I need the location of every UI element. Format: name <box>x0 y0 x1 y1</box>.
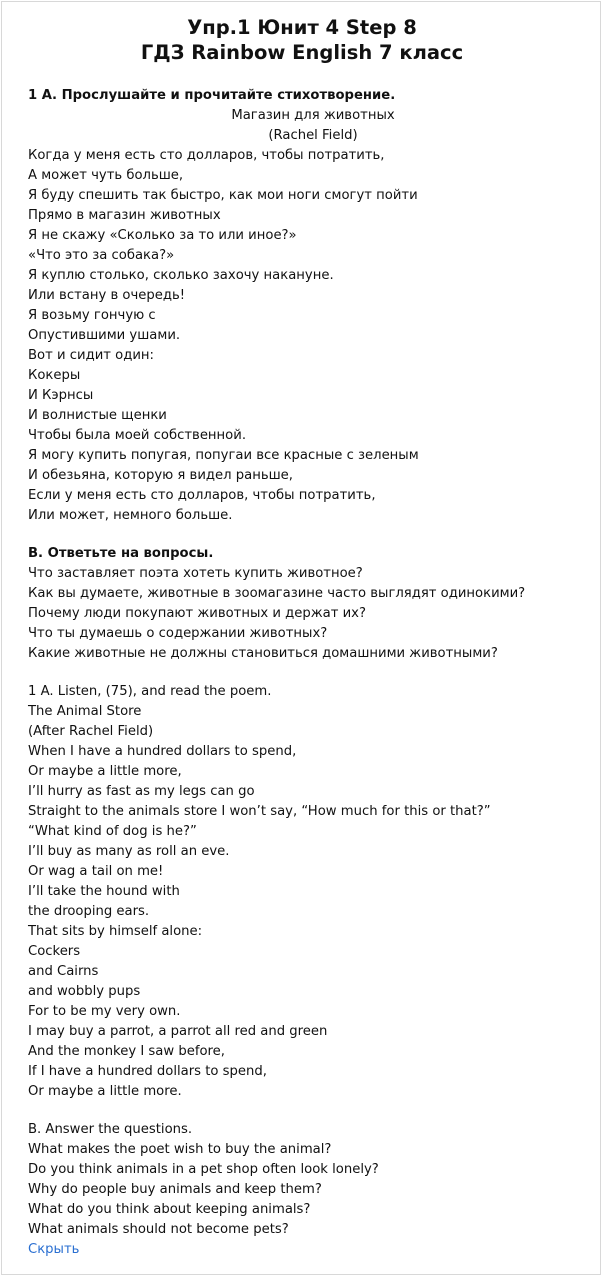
ru-question: Как вы думаете, животные в зоомагазине часто выглядят одинокими? <box>28 586 526 601</box>
ru-poem-line: Чтобы была моей собственной. <box>28 428 247 443</box>
ru-poem-line: Когда у меня есть сто долларов, чтобы потратить, <box>28 148 385 163</box>
en-poem-line: I may buy a parrot, a parrot all red and green <box>28 1024 328 1039</box>
en-question: What do you think about keeping animals? <box>28 1202 311 1217</box>
hide-link[interactable]: Скрыть <box>28 1242 80 1257</box>
en-poem-line: the drooping ears. <box>28 904 150 919</box>
ru-poem-author: (Rachel Field) <box>268 128 358 143</box>
en-poem-line: and wobbly pups <box>28 984 141 999</box>
ru-questions <box>28 564 598 664</box>
en-poem-line: And the monkey I saw before, <box>28 1044 225 1059</box>
en-questions <box>28 1140 598 1240</box>
ru-poem-line: Я возьму гончую с <box>28 308 156 323</box>
ru-poem-line: Вот и сидит один: <box>28 348 154 363</box>
spacer <box>28 1102 598 1120</box>
en-question: What makes the poet wish to buy the animal? <box>28 1142 332 1157</box>
spacer <box>28 664 598 682</box>
en-poem-line: Cockers <box>28 944 81 959</box>
solution-content <box>28 86 598 1260</box>
en-poem-line: I’ll take the hound with <box>28 884 180 899</box>
ru-task-b-heading: B. Ответьте на вопросы. <box>28 546 214 561</box>
ru-poem-line: Я могу купить попугая, попугаи все красные с зеленым <box>28 448 419 463</box>
ru-poem-line: Кокеры <box>28 368 81 383</box>
en-question: Why do people buy animals and keep them? <box>28 1182 322 1197</box>
en-poem-line: Straight to the animals store I won’t say, “How much for this or that?” <box>28 804 491 819</box>
en-poem-line: “What kind of dog is he?” <box>28 824 197 839</box>
ru-poem-title: Магазин для животных <box>231 108 395 123</box>
en-task-a-heading: 1 A. Listen, (75), and read the poem. <box>28 684 272 699</box>
ru-poem-line: «Что это за собака?» <box>28 248 175 263</box>
en-poem <box>28 742 598 1102</box>
en-poem-line: and Cairns <box>28 964 99 979</box>
ru-question: Что ты думаешь о содержании животных? <box>28 626 328 641</box>
ru-poem-line: Прямо в магазин животных <box>28 208 221 223</box>
en-poem-line: I’ll buy as many as roll an eve. <box>28 844 230 859</box>
en-poem-line: Or wag a tail on me! <box>28 864 164 879</box>
en-question: Do you think animals in a pet shop often look lonely? <box>28 1162 379 1177</box>
ru-poem <box>28 146 598 526</box>
ru-task-a-heading: 1 А. Прослушайте и прочитайте стихотворение. <box>28 88 396 103</box>
ru-poem-line: Или может, немного больше. <box>28 508 233 523</box>
ru-poem-line: Я куплю столько, сколько захочу накануне. <box>28 268 334 283</box>
ru-poem-line: Я не скажу «Сколько за то или иное?» <box>28 228 297 243</box>
en-question: What animals should not become pets? <box>28 1222 289 1237</box>
en-poem-line: Or maybe a little more, <box>28 764 182 779</box>
en-poem-line: That sits by himself alone: <box>28 924 203 939</box>
page-title: Упр.1 Юнит 4 Step 8 <box>187 16 417 39</box>
en-poem-line: If I have a hundred dollars to spend, <box>28 1064 267 1079</box>
en-task-b-heading: B. Answer the questions. <box>28 1122 193 1137</box>
ru-question: Что заставляет поэта хотеть купить животное? <box>28 566 363 581</box>
en-poem-line: When I have a hundred dollars to spend, <box>28 744 297 759</box>
ru-question: Почему люди покупают животных и держат их? <box>28 606 366 621</box>
ru-poem-line: И Кэрнсы <box>28 388 94 403</box>
en-poem-author: (After Rachel Field) <box>28 724 154 739</box>
en-poem-title: The Animal Store <box>28 704 142 719</box>
ru-poem-line: Если у меня есть сто долларов, чтобы потратить, <box>28 488 376 503</box>
en-poem-line: For to be my very own. <box>28 1004 181 1019</box>
ru-poem-line: Или встану в очередь! <box>28 288 186 303</box>
ru-question: Какие животные не должны становиться домашними животными? <box>28 646 498 661</box>
ru-poem-line: И обезьяна, которую я видел раньше, <box>28 468 293 483</box>
ru-poem-line: Опустившими ушами. <box>28 328 181 343</box>
page-subtitle: ГДЗ Rainbow English 7 класс <box>140 41 464 64</box>
ru-poem-line: Я буду спешить так быстро, как мои ноги смогут пойти <box>28 188 418 203</box>
en-poem-line: Or maybe a little more. <box>28 1084 182 1099</box>
en-poem-line: I’ll hurry as fast as my legs can go <box>28 784 255 799</box>
ru-poem-line: А может чуть больше, <box>28 168 184 183</box>
ru-poem-line: И волнистые щенки <box>28 408 167 423</box>
spacer <box>28 526 598 544</box>
